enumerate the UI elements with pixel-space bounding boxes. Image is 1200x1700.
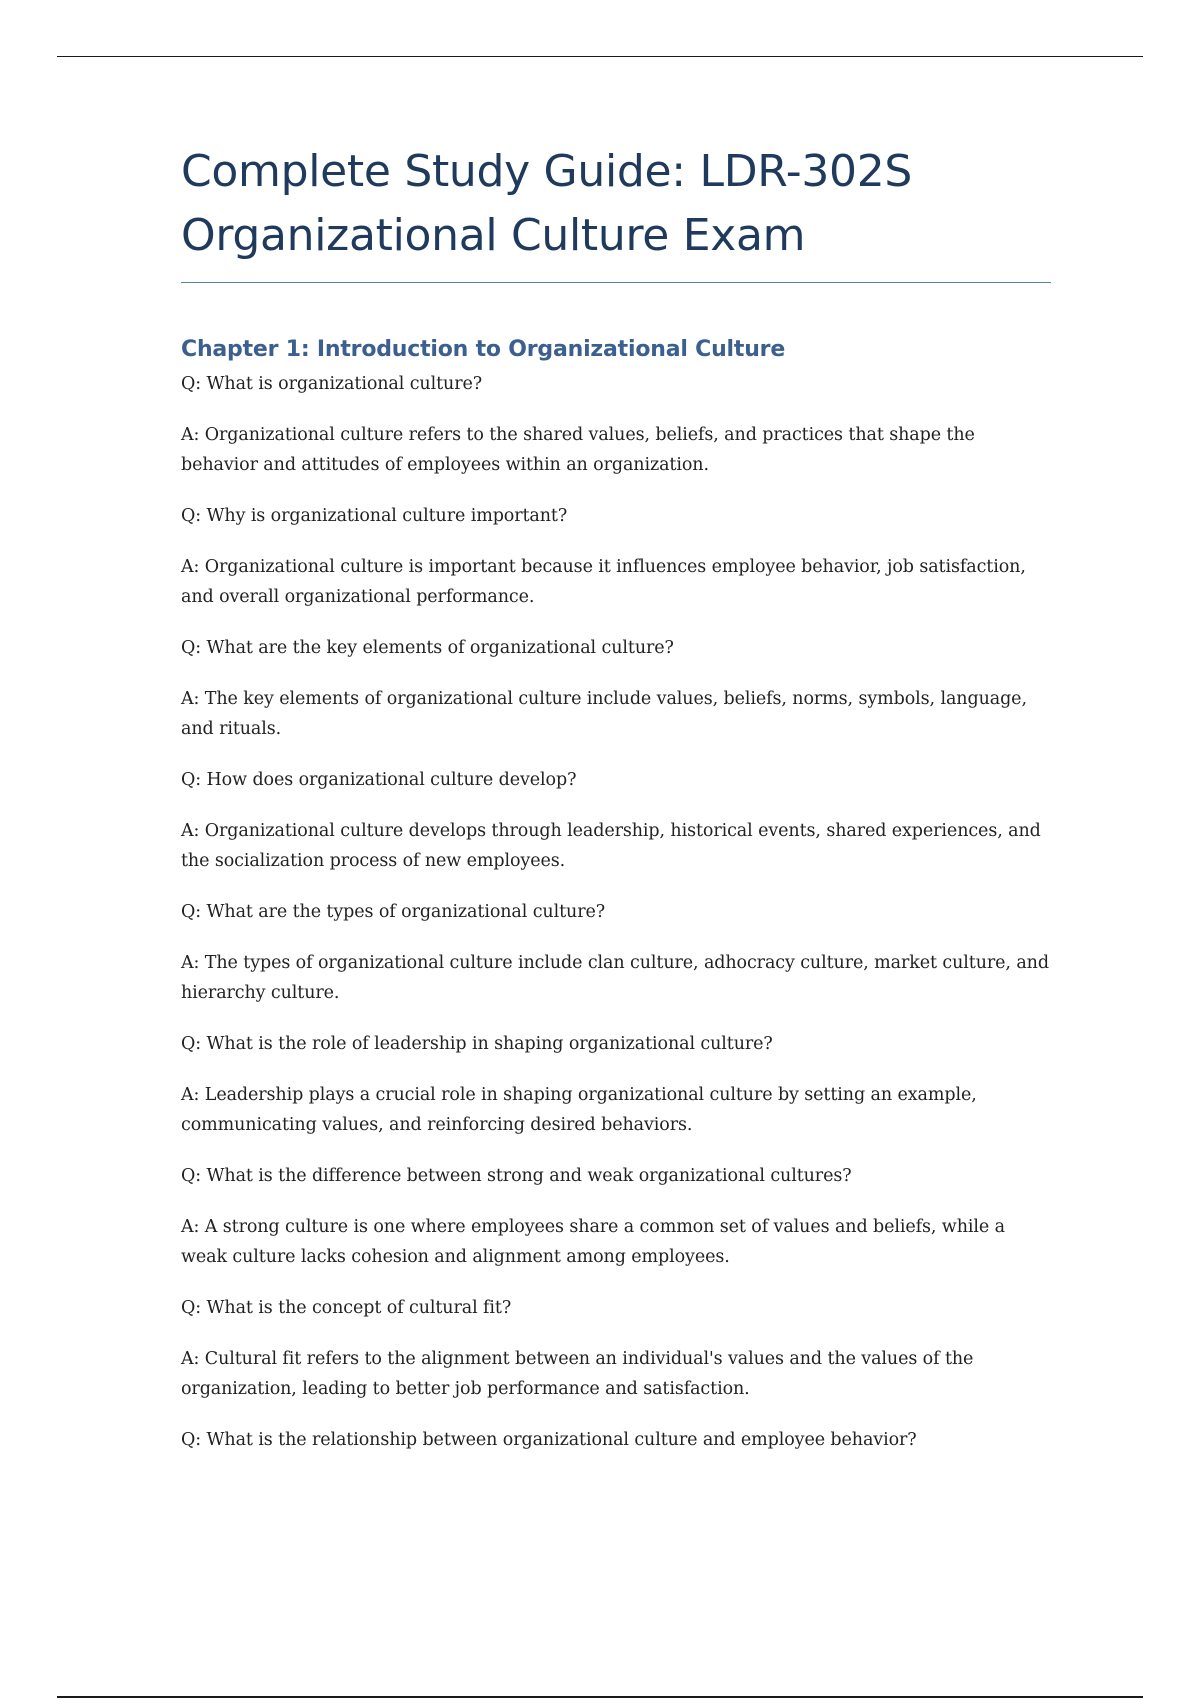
- qa-question: Q: How does organizational culture develop?: [181, 770, 577, 790]
- document-body: [181, 140, 1051, 1476]
- qa-question: Q: What are the key elements of organizational culture?: [181, 638, 674, 658]
- qa-answer: A: A strong culture is one where employees share a common set of values and beliefs, while a weak culture lacks cohesion and alignment among employees.: [181, 1217, 1005, 1267]
- qa-question: Q: Why is organizational culture important?: [181, 506, 568, 526]
- qa-answer: A: Leadership plays a crucial role in shaping organizational culture by setting an example, communicating values, and reinforcing desired behaviors.: [181, 1085, 977, 1135]
- qa-question: Q: What is the role of leadership in shaping organizational culture?: [181, 1034, 773, 1054]
- qa-answer: A: Organizational culture refers to the shared values, beliefs, and practices that shape the behavior and attitudes of employees within an organization.: [181, 425, 975, 475]
- page-top-rule: [57, 56, 1143, 57]
- qa-question: Q: What are the types of organizational culture?: [181, 902, 605, 922]
- qa-answer: A: Organizational culture develops through leadership, historical events, shared experiences, and the socialization process of new employees.: [181, 821, 1041, 871]
- qa-question: Q: What is the concept of cultural fit?: [181, 1298, 512, 1318]
- qa-answer: A: The key elements of organizational culture include values, beliefs, norms, symbols, language, and rituals.: [181, 689, 1027, 739]
- qa-answer: A: Organizational culture is important because it influences employee behavior, job satisfaction, and overall organizational performance.: [181, 557, 1026, 607]
- qa-question: Q: What is the difference between strong and weak organizational cultures?: [181, 1166, 852, 1186]
- page-bottom-rule: [57, 1696, 1143, 1698]
- qa-question: Q: What is the relationship between organizational culture and employee behavior?: [181, 1430, 917, 1450]
- chapter-heading: Chapter 1: Introduction to Organizational Culture: [181, 337, 786, 362]
- qa-list: [181, 369, 1051, 1455]
- qa-answer: A: Cultural fit refers to the alignment between an individual's values and the values of the organization, leading to better job performance and satisfaction.: [181, 1349, 974, 1399]
- document-title: Complete Study Guide: LDR-302S Organizational Culture Exam: [181, 140, 1051, 283]
- qa-answer: A: The types of organizational culture include clan culture, adhocracy culture, market culture, and hierarchy culture.: [181, 953, 1049, 1003]
- qa-question: Q: What is organizational culture?: [181, 374, 482, 394]
